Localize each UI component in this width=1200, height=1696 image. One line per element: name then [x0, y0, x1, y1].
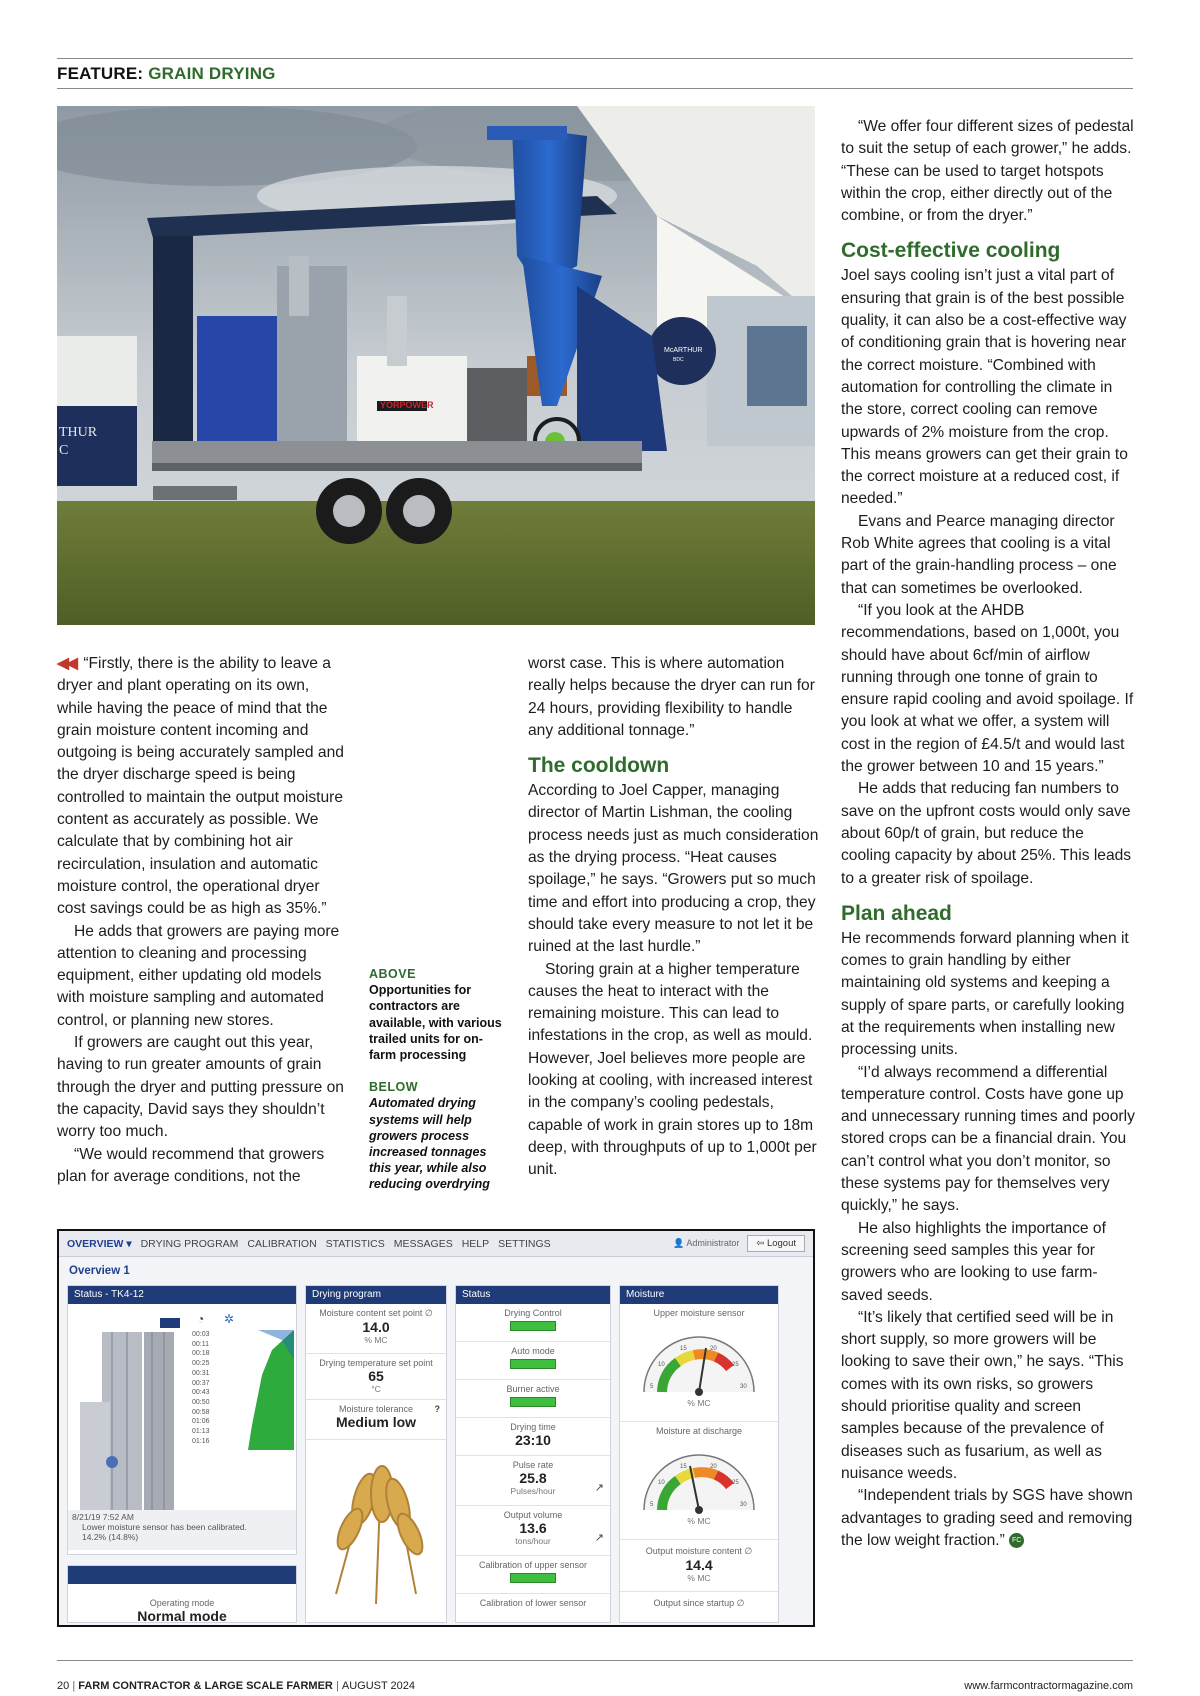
- caption-below-text: Automated drying systems will help growers process increased tonnages this year, while also reducing overdrying: [369, 1096, 490, 1192]
- col1-paragraph-3: If growers are caught out this year, having to run greater amounts of grain through the dryer and putting pressure on the capacity, David says they shouldn’t worry too much.: [57, 1034, 344, 1141]
- footer-publication: 20 | FARM CONTRACTOR & LARGE SCALE FARMER | AUGUST 2024: [57, 1680, 416, 1692]
- column-3: [841, 116, 1135, 1552]
- moisture-tolerance[interactable]: Moisture tolerance ? Medium low: [306, 1400, 446, 1440]
- tab-calibration[interactable]: CALIBRATION: [247, 1237, 317, 1250]
- col2-paragraph-2: According to Joel Capper, managing director of Martin Lishman, the cooling process needs just as much consideration as the drying process. “Heat causes spoilage,” he says. “Growers put so much time and effort into producing a crop, they should take every measure to not let it be ruined at the last hurdle.”: [528, 782, 819, 956]
- svg-text:McARTHUR: McARTHUR: [664, 347, 703, 354]
- svg-text:THUR: THUR: [59, 425, 98, 440]
- status-panel: [455, 1285, 611, 1623]
- col3-paragraph-8: He also highlights the importance of screening seed samples this year for growers who are looking to use farm-saved seeds.: [841, 1219, 1106, 1304]
- expand-arrow-icon[interactable]: ↗: [594, 1531, 604, 1544]
- status-indicator: [510, 1573, 556, 1583]
- calibration-upper: Calibration of upper sensor: [456, 1556, 610, 1594]
- svg-text:C: C: [59, 443, 69, 458]
- section-header: [57, 64, 276, 84]
- tab-overview[interactable]: OVERVIEW ▾: [67, 1237, 132, 1250]
- col2-paragraph-3: Storing grain at a higher temperature causes the heat to interact with the remaining moisture. This can lead to infestations in the crop, as well as mould. However, Joel believes more people are looking at cooling, with increased interest in the company’s cooling pedestals, capable of work in grain stores up to 18m deep, with throughputs of up to 1,000t per unit.: [528, 960, 817, 1179]
- column-2: [528, 653, 820, 1182]
- col3-paragraph-6: He recommends forward planning when it comes to grain handling by either maintaining old systems and keeping a supply of spare parts, or carefully looking at the requirements when installing new processing units.: [841, 929, 1129, 1059]
- svg-text:10: 10: [658, 1480, 665, 1486]
- user-label: 👤 Administrator: [673, 1238, 740, 1248]
- output-moisture-content: Output moisture content ∅ 14.4 % MC: [620, 1540, 778, 1592]
- status-tk4-header: Status - TK4-12: [68, 1286, 296, 1304]
- output-since-startup: Output since startup ∅: [653, 1598, 745, 1608]
- caption-above-label: ABOVE: [369, 967, 416, 981]
- help-icon[interactable]: ?: [434, 1404, 440, 1414]
- svg-text:10: 10: [658, 1362, 665, 1368]
- svg-text:5: 5: [650, 1384, 654, 1390]
- expand-arrow-icon[interactable]: ↗: [594, 1481, 604, 1494]
- svg-text:20: 20: [710, 1464, 717, 1470]
- discharge-moisture-gauge: [634, 1440, 764, 1516]
- tab-help[interactable]: HELP: [461, 1237, 490, 1250]
- upper-moisture-gauge: [634, 1322, 764, 1398]
- auto-mode-status: Auto mode: [456, 1342, 610, 1380]
- svg-text:20: 20: [710, 1346, 717, 1352]
- svg-text:25: 25: [732, 1362, 739, 1368]
- double-left-quote-icon: ◀◀: [57, 655, 75, 672]
- svg-text:5: 5: [650, 1502, 654, 1508]
- status-header: Status: [456, 1286, 610, 1304]
- photo-captions: [369, 966, 503, 1193]
- svg-text:YORPOWER: YORPOWER: [380, 400, 434, 410]
- svg-text:25: 25: [732, 1480, 739, 1486]
- col3-paragraph-10: “Independent trials by SGS have shown advantages to grading seed and removing the low weight fraction.” FC: [841, 1487, 1133, 1549]
- status-tk4-panel: [67, 1285, 297, 1555]
- temperature-setpoint[interactable]: Drying temperature set point 65 °C: [306, 1354, 446, 1400]
- tab-messages[interactable]: MESSAGES: [393, 1237, 453, 1250]
- drying-control-status: Drying Control: [456, 1304, 610, 1342]
- status-indicator: [510, 1359, 556, 1369]
- logout-button[interactable]: ⇦ Logout: [747, 1235, 805, 1252]
- moisture-panel: [619, 1285, 779, 1623]
- upper-moisture-sensor: Upper moisture sensor 5 10 15 20 25 30 % MC: [620, 1304, 778, 1422]
- heading-the-cooldown: The cooldown: [528, 754, 670, 778]
- calibration-lower: Calibration of lower sensor: [479, 1598, 587, 1608]
- drying-time: Drying time 23:10: [456, 1418, 610, 1456]
- wheat-image: [306, 1444, 446, 1614]
- section-topic: GRAIN DRYING: [148, 64, 276, 83]
- status-indicator: [510, 1397, 556, 1407]
- top-rule: [57, 58, 1133, 59]
- col1-paragraph-4: “We would recommend that growers plan for average conditions, not the: [57, 1145, 325, 1185]
- moisture-at-discharge: Moisture at discharge 5 10 15 20 25 30 % MC: [620, 1422, 778, 1540]
- svg-text:15: 15: [680, 1346, 687, 1352]
- tab-settings[interactable]: SETTINGS: [498, 1237, 551, 1250]
- moisture-history-bars: [222, 1330, 294, 1450]
- time-axis: 00:03 00:11 00:18 00:25 00:31 00:37 00:43 00:50 00:58 01:06 01:13 01:16: [192, 1331, 210, 1445]
- fan-icon: ✲: [224, 1312, 235, 1326]
- col3-paragraph-3: Evans and Pearce managing director Rob White agrees that cooling is a vital part of the grain-handling process – one that can sometimes be overlooked.: [841, 512, 1117, 597]
- user-icon: 👤: [673, 1238, 685, 1248]
- pulse-rate[interactable]: Pulse rate 25.8 Pulses/hour ↗: [456, 1456, 610, 1506]
- clock-icon: ◔: [197, 1312, 205, 1326]
- svg-text:15: 15: [680, 1464, 687, 1470]
- svg-text:BDC: BDC: [673, 357, 684, 363]
- col3-paragraph-9: “It’s likely that certified seed will be in short supply, so more growers will be looking to save their own,” he says. “This comes with its own risks, so growers should prioritise quality and screen samples because of the prevalence of diseases such as fusarium, as well as nuisance weeds.: [841, 1308, 1124, 1482]
- caption-below-label: BELOW: [369, 1080, 419, 1095]
- svg-text:30: 30: [740, 1502, 747, 1508]
- moisture-header: Moisture: [620, 1286, 778, 1304]
- tab-drying-program[interactable]: DRYING PROGRAM: [140, 1237, 239, 1250]
- heading-plan-ahead: Plan ahead: [841, 901, 952, 925]
- drying-program-header: Drying program: [306, 1286, 446, 1304]
- operating-mode-header: [68, 1566, 296, 1584]
- website-link[interactable]: www.farmcontractormagazine.com: [964, 1680, 1133, 1692]
- col1-paragraph-1: ◀◀ “Firstly, there is the ability to leave a dryer and plant operating on its own, while having the peace of mind that the grain moisture content incoming and outgoing is being accurately sampled and the dryer discharge speed is being controlled to maintain the output moisture content as accurately as possible. We calculate that by combining hot air recirculation, insulation and automatic moisture control, the operational dryer cost savings could be as high as 35%.”: [57, 655, 344, 918]
- caption-above-text: Opportunities for contractors are available, with various trailed units for on-farm processing: [369, 983, 502, 1063]
- dashboard-nav: [59, 1231, 813, 1257]
- overview-title: Overview 1: [69, 1265, 130, 1277]
- grain-dryer-trailer-photo: [57, 106, 815, 625]
- operating-mode-value: Normal mode: [137, 1608, 227, 1624]
- drying-program-panel: [305, 1285, 447, 1623]
- section-label: FEATURE:: [57, 64, 144, 83]
- column-1: [57, 653, 349, 1188]
- col3-paragraph-1: “We offer four different sizes of pedestal to suit the setup of each grower,” he adds. “These can be used to target hotspots within the crop, either directly out of the combine, or from the dryer.”: [841, 118, 1134, 225]
- output-volume[interactable]: Output volume 13.6 tons/hour ↗: [456, 1506, 610, 1556]
- grain-silo-illustration: [72, 1312, 192, 1542]
- operating-mode-label: Operating mode: [149, 1598, 215, 1608]
- heading-cost-effective-cooling: Cost-effective cooling: [841, 239, 1061, 263]
- tab-statistics[interactable]: STATISTICS: [325, 1237, 385, 1250]
- end-mark-icon: FC: [1009, 1533, 1024, 1548]
- status-log: 8/21/19 7:52 AM Lower moisture sensor has been calibrated. 14.2% (14.8%): [68, 1510, 296, 1550]
- header-underline: [57, 88, 1133, 89]
- moisture-setpoint[interactable]: Moisture content set point ∅ 14.0 % MC: [306, 1304, 446, 1354]
- logout-icon: ⇦: [756, 1238, 765, 1249]
- dryer-control-dashboard: [57, 1229, 815, 1627]
- col3-paragraph-5: He adds that reducing fan numbers to save on the upfront costs would only save about 60p/t of grain, but reduce the cooling capacity by about 25%. This leads to a greater risk of spoilage.: [841, 780, 1132, 887]
- issue-date: AUGUST 2024: [341, 1680, 416, 1692]
- col3-paragraph-7: “I’d always recommend a differential temperature control. Costs have gone up and unnecessary running times and poorly stored crops can be a financial drain. You can’t control what you don’t monitor, so these systems pay for themselves very quickly,” he says.: [841, 1063, 1135, 1215]
- footer-rule: [57, 1660, 1133, 1661]
- col3-paragraph-4: “If you look at the AHDB recommendations, based on 1,000t, you should have about 6cf/min of airflow running through one tonne of grain to ensure rapid cooling and avoid spoilage. If you look at what we offer, a system will cost in the region of £4.5/t and would last the grower between 10 and 15 years.”: [841, 601, 1134, 776]
- page-number: 20: [57, 1680, 70, 1692]
- col3-paragraph-2: Joel says cooling isn’t just a vital part of ensuring that grain is of the best possible quality, it can also be a cost-effective way of conditioning grain that is hovering near the correct moisture. “Combined with automation for controlling the climate in the store, correct cooling can remove upwards of 2% moisture from the crop. This means growers can get their grain to the correct moisture at a reduced cost, if needed.”: [841, 267, 1128, 508]
- status-indicator: [510, 1321, 556, 1331]
- burner-status: Burner active: [456, 1380, 610, 1418]
- magazine-name: FARM CONTRACTOR & LARGE SCALE FARMER: [78, 1680, 333, 1692]
- col2-paragraph-1: worst case. This is where automation really helps because the dryer can run for 24 hours, providing flexibility to handle any additional tonnage.”: [528, 655, 815, 739]
- operating-mode-panel: [67, 1565, 297, 1623]
- svg-text:30: 30: [740, 1384, 747, 1390]
- col1-paragraph-2: He adds that growers are paying more attention to cleaning and processing equipment, either updating old models with moisture sampling and automated control, or planning new stores.: [57, 922, 340, 1029]
